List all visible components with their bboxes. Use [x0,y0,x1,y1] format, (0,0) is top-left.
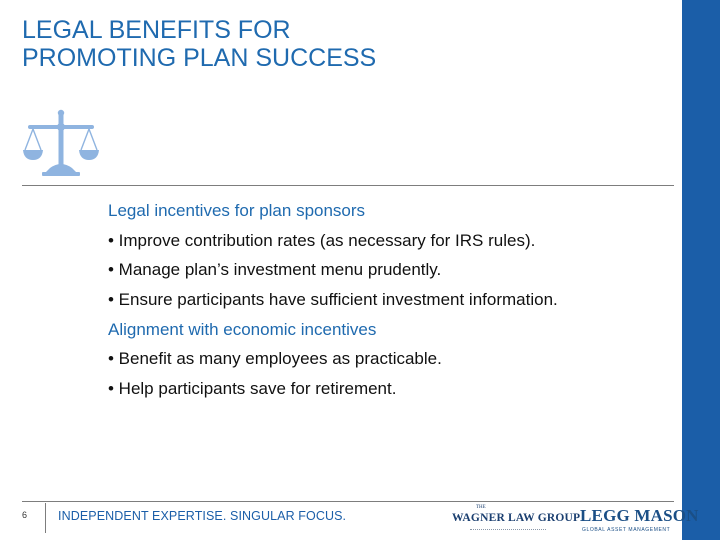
page-number: 6 [22,510,28,520]
footer-tagline: INDEPENDENT EXPERTISE. SINGULAR FOCUS. [58,509,347,523]
legg-mason-logo [580,506,699,534]
content-bullet: • Manage plan’s investment menu prudently. [108,260,442,280]
wagner-logo-the: THE [476,505,486,510]
wagner-logo-name: WAGNER LAW GROUP [452,512,581,524]
content-bullet: • Benefit as many employees as practicable. [108,349,442,369]
content-heading: Alignment with economic incentives [108,319,377,339]
content-bullet: • Help participants save for retirement. [108,379,397,399]
slide-title [22,16,662,72]
wagner-logo-underline [470,529,546,532]
slide-title-line-1: LEGAL BENEFITS FOR [22,16,291,44]
slide-title-line-2: PROMOTING PLAN SUCCESS [22,44,377,72]
legg-logo-name: LEGG MASON [580,506,699,525]
footer-separator [45,503,46,533]
content-bullet: • Ensure participants have sufficient investment information. [108,290,558,310]
scales-of-justice-icon [22,108,100,178]
wagner-law-group-logo [450,505,581,535]
content-bullet: • Improve contribution rates (as necessary for IRS rules). [108,230,536,250]
top-divider [22,185,674,186]
content-heading: Legal incentives for plan sponsors [108,201,366,220]
legg-logo-subtitle: GLOBAL ASSET MANAGEMENT [582,527,671,533]
footer-divider [22,501,674,502]
slide-content [108,196,678,404]
right-side-bar [682,0,720,540]
